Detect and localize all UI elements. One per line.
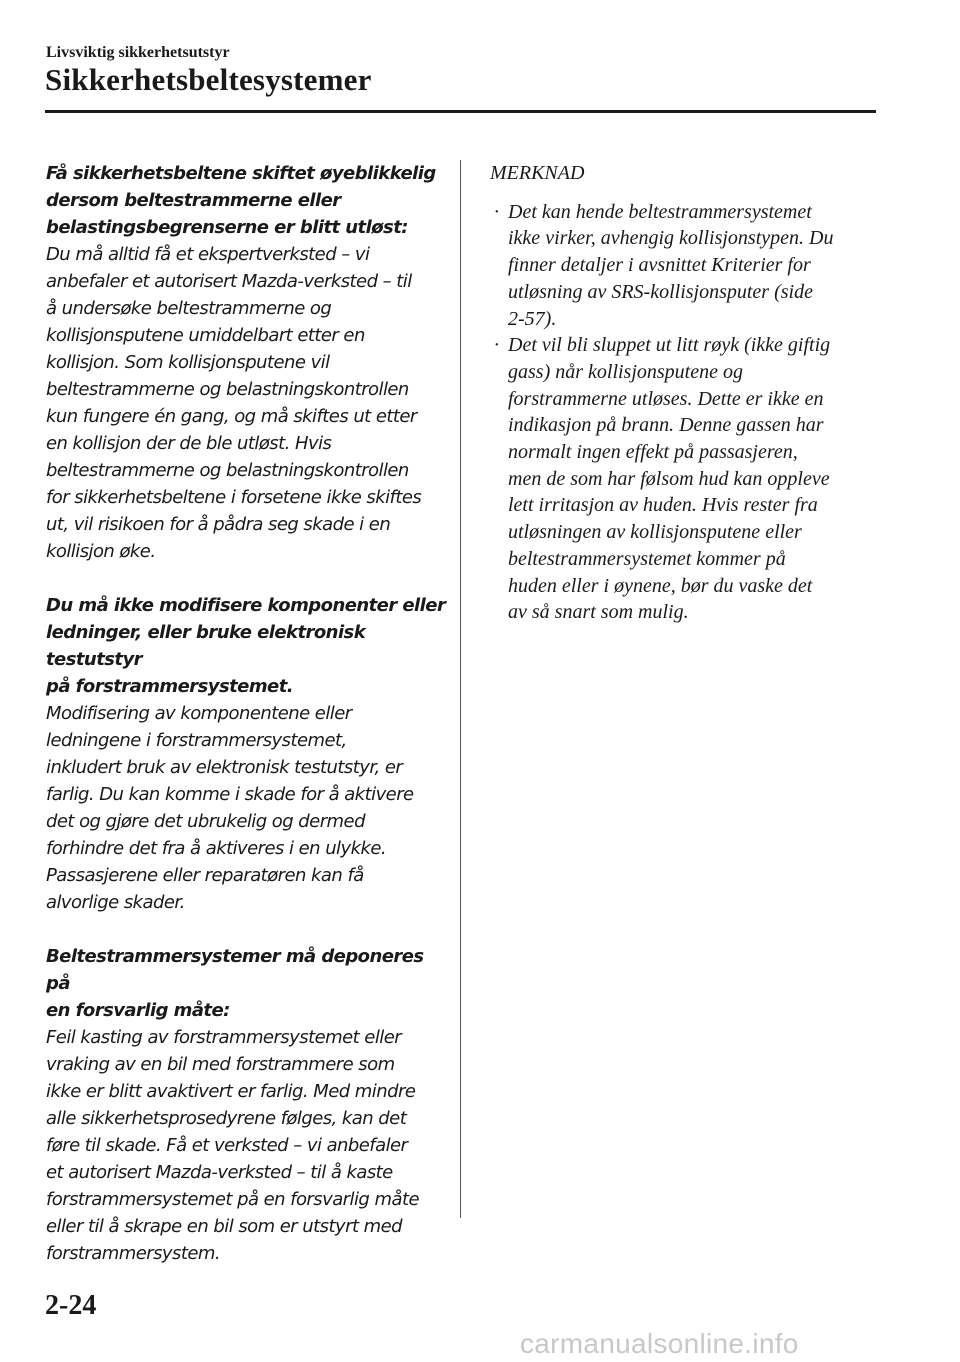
left-column [46,160,446,1267]
warning-block [46,943,446,1267]
warning-heading: Få sikkerhetsbeltene skiftet øyeblikkelig dersom beltestrammerne eller belastingsbegrenserne er blitt utløst: [46,163,436,238]
warning-body: Du må alltid få et ekspertverksted – vi anbefaler et autorisert Mazda-verksted – til å undersøke beltestrammerne og kollisjonsputene umiddelbart etter en kollisjon. Som kollisjonsputene vil beltestrammerne og belastningskontrollen kun fungere én gang, og må skiftes ut etter en kollisjon der de ble utløst. Hvis beltestrammerne og belastningskontrollen for sikkerhetsbeltene i forsetene ikke skiftes ut, vil risikoen for å pådra seg skade i en kollisjon øke. [46,244,422,562]
warning-heading: Beltestrammersystemer må deponeres på en forsvarlig måte: [46,946,424,1021]
page-title: Sikkerhetsbeltesystemer [45,62,372,97]
warning-body: Feil kasting av forstrammersystemet eller vraking av en bil med forstrammere som ikke er blitt avaktivert er farlig. Med mindre alle sikkerhetsprosedyrene følges, kan det føre til skade. Få et verksted – vi anbefaler et autorisert Mazda-verksted – til å kaste forstrammersystemet på en forsvarlig måte eller til å skrape en bil som er utstyrt med forstrammersystem. [46,1027,419,1264]
bullet-dot-icon: · [494,334,499,357]
page-number: 2-24 [45,1290,97,1321]
watermark-link[interactable]: carmanualsonline.info [520,1328,799,1359]
warning-block [46,592,446,916]
note-bullet [490,199,890,333]
bullet-dot-icon: · [494,200,499,223]
warning-heading: Du må ikke modifisere komponenter eller ledninger, eller bruke elektronisk testutstyr på forstrammersystemet. [46,595,446,697]
note-bullet-text: Det vil bli sluppet ut litt røyk (ikke giftig gass) når kollisjonsputene og forstrammerne utløses. Dette er ikke en indikasjon på brann. Denne gassen har normalt ingen effekt på passasjeren, men de som har følsom hud kan oppleve lett irritasjon av huden. Hvis rester fra utløsningen av kollisjonsputene eller beltestrammersystemet kommer på huden eller i øynene, bør du vaske det av så snart som mulig. [508,334,831,624]
note-heading: MERKNAD [490,162,585,184]
note-bullet-text: Det kan hende beltestrammersystemet ikke virker, avhengig kollisjonstypen. Du finner detaljer i avsnittet Kriterier for utløsning av SRS-kollisjonsputer (side 2-57). [508,200,834,330]
column-divider [460,160,461,1218]
warning-block [46,160,446,565]
title-rule [45,110,876,113]
right-column [490,160,890,626]
section-label: Livsviktig sikkerhetsutstyr [46,44,230,61]
note-bullet [490,332,890,626]
warning-body: Modifisering av komponentene eller ledningene i forstrammersystemet, inkludert bruk av elektronisk testutstyr, er farlig. Du kan komme i skade for å aktivere det og gjøre det ubrukelig og dermed forhindre det fra å aktiveres i en ulykke. Passasjerene eller reparatøren kan få alvorlige skader. [46,703,414,913]
